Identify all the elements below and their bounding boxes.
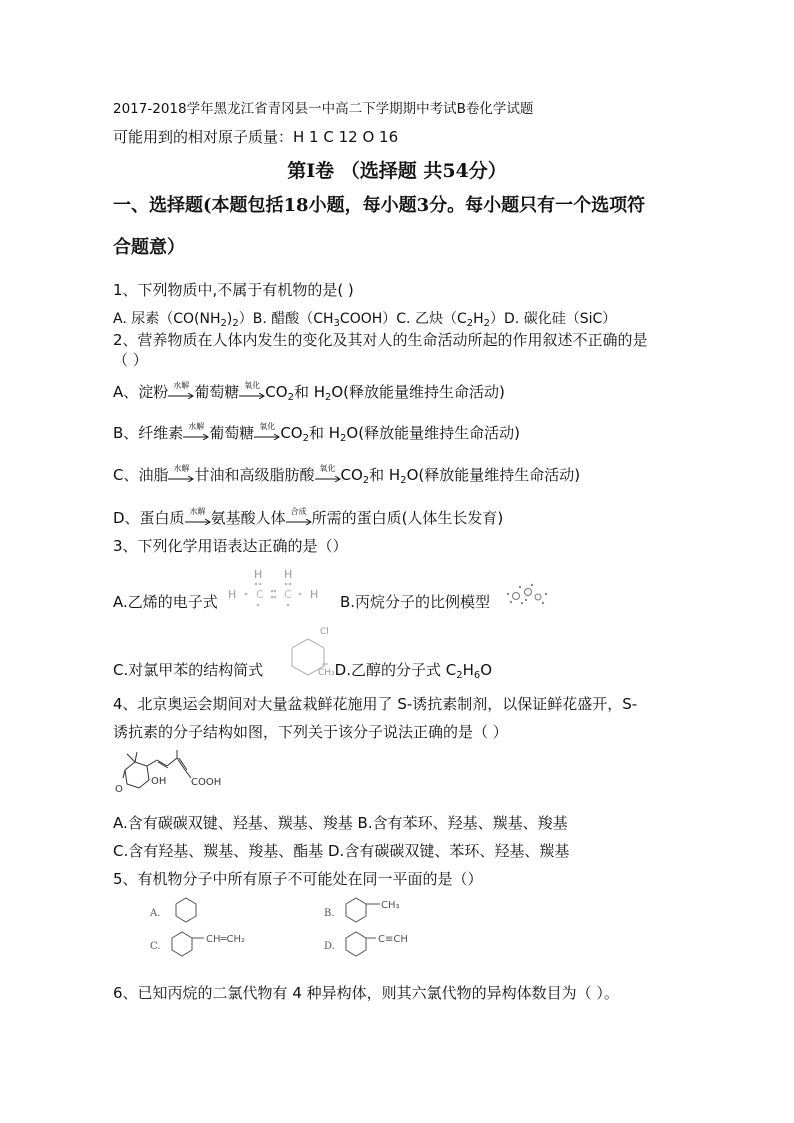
hydrogen-label: H — [284, 568, 293, 581]
reaction-arrow: 水解 — [185, 509, 211, 529]
q5-label-d: D. — [324, 941, 335, 952]
s-abscisic-acid-structure-figure — [113, 748, 233, 796]
svg-text:C: C — [256, 588, 264, 601]
q1-stem: 1、下列物质中,不属于有机物的是( ) — [113, 281, 354, 299]
part-title: 第Ⅰ卷 （选择题 共54分） — [287, 160, 507, 182]
benzene-ring-a — [176, 898, 196, 922]
hydrogen-label: H — [310, 588, 319, 601]
q6-stem: 6、已知丙烷的二氯代物有 4 种异构体，则其六氯代物的异构体数目为（ ）。 — [113, 984, 619, 1002]
q3-option-a: A.乙烯的电子式 — [113, 593, 218, 611]
methyl-label: CH₃ — [318, 668, 335, 678]
q2-stem-line1: 2、营养物质在人体内发生的变化及其对人的生命活动所起的作用叙述不正确的是 — [113, 331, 648, 349]
q5-label-c: C. — [150, 941, 161, 952]
svg-text:C: C — [284, 588, 292, 601]
q3-stem: 3、下列化学用语表达正确的是（） — [113, 537, 348, 555]
ketone-oxygen-label: O — [115, 784, 123, 795]
q5-structures-figure — [140, 894, 440, 966]
benzene-ring-d — [346, 932, 366, 956]
q4-stem-line1: 4、北京奥运会期间对大量盆栽鲜花施用了 S-诱抗素制剂，以保证鲜花盛开，S- — [113, 695, 638, 713]
q5-label-b: B. — [324, 908, 335, 919]
exam-title: 2017-2018学年黑龙江省青冈县一中高二下学期期中考试B卷化学试题 — [113, 101, 534, 117]
hydrogen-label: H — [254, 568, 263, 581]
benzene-ring-b — [346, 898, 366, 922]
q2-option-a: A、淀粉 水解 葡萄糖 氧化 $CO_2$和 $H_2O$(释放能量维持生命活动) — [113, 380, 505, 403]
q2-option-c: C、油脂 水解 甘油和高级脂肪酸 氧化 $CO_2$和 $H_2O$(释放能量维持生命活动) — [113, 463, 581, 486]
q4-options-ab: A.含有碳碳双键、羟基、羰基、羧基 B.含有苯环、羟基、羰基、羧基 — [113, 814, 568, 832]
q3-option-b: B.丙烷分子的比例模型 — [340, 593, 491, 611]
q4-options-cd: C.含有羟基、羰基、羧基、酯基 D.含有碳碳双键、苯环、羟基、羰基 — [113, 842, 570, 860]
reaction-arrow: 水解 — [168, 383, 194, 403]
benzene-ring-c — [172, 932, 192, 956]
reaction-arrow: 氧化 — [315, 466, 341, 486]
hydroxyl-label: OH — [151, 776, 167, 787]
q1-options: A. 尿素$(CO(NH_2)_2)B$. 醋酸$(CH_3COOH)C$. 乙炔$(C_2H_2)D$. 碳化硅（SiC） — [113, 311, 617, 329]
q5-stem: 5、有机物分子中所有原子不可能处在同一平面的是（） — [113, 870, 483, 888]
ethynyl-label: C≡CH — [378, 934, 408, 945]
hydrogen-label: H — [228, 588, 237, 601]
vinyl-label: CH═CH₂ — [206, 934, 246, 945]
q2-stem-line2: （ ） — [113, 351, 148, 369]
carboxyl-label: COOH — [191, 777, 222, 788]
q2-option-b: B、纤维素 水解 葡萄糖 氧化 $CO_2$和 $H_2O$(释放能量维持生命活动) — [113, 421, 520, 444]
q3-option-d: CH₃D.乙醇的分子式 $C_2H_6O$ — [318, 661, 493, 681]
reaction-arrow: 水解 — [168, 466, 194, 486]
propane-ball-model-figure — [502, 582, 550, 608]
ethylene-electron-formula-figure — [226, 567, 326, 615]
methyl-label: CH₃ — [381, 900, 400, 911]
reaction-arrow: 氧化 — [239, 383, 265, 403]
section-title-line1: 一、选择题(本题包括18小题，每小题3分。每小题只有一个选项符 — [113, 195, 646, 216]
atomic-mass-line: 可能用到的相对原子质量：H 1 C 12 O 16 — [113, 128, 399, 146]
reaction-arrow: 氧化 — [254, 424, 280, 444]
q2-option-d: D、蛋白质 水解 氨基酸人体 合成 所需的蛋白质(人体生长发育) — [113, 506, 504, 527]
q3-option-c: C.对氯甲苯的结构简式 — [113, 661, 264, 679]
q4-stem-line2: 诱抗素的分子结构如图，下列关于该分子说法正确的是（ ） — [113, 723, 508, 741]
reaction-arrow: 合成 — [286, 509, 312, 529]
reaction-arrow: 水解 — [183, 424, 209, 444]
section-title-line2: 合题意） — [113, 237, 185, 258]
chlorine-label: Cl — [320, 627, 329, 637]
q5-label-a: A. — [150, 908, 161, 919]
